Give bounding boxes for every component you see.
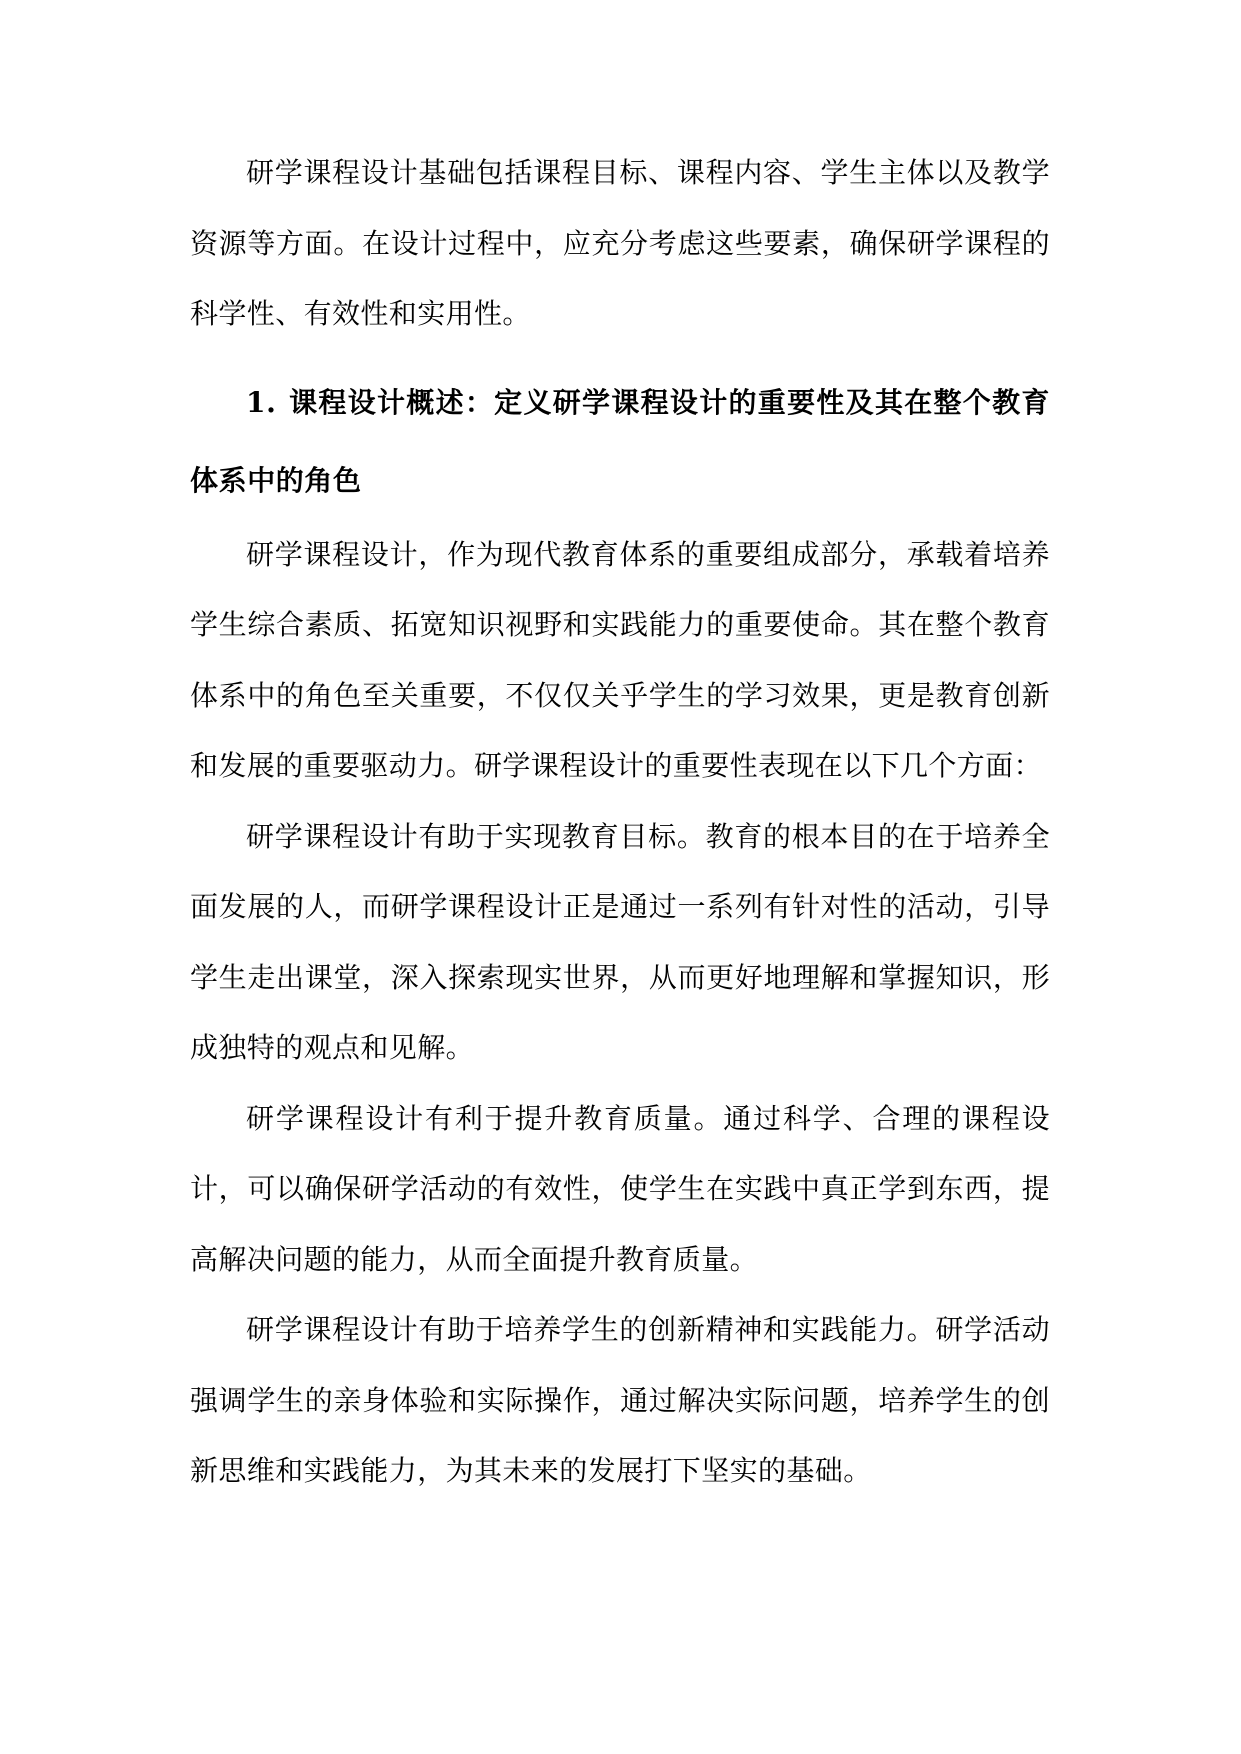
body-paragraph-2: 研学课程设计有助于实现教育目标。教育的根本目的在于培养全面发展的人，而研学课程设计正是通过一系列有针对性的活动，引导学生走出课堂，深入探索现实世界，从而更好地理解和掌握知识，形成独特的观点和见解。 bbox=[190, 819, 1050, 1064]
document-body bbox=[190, 138, 1050, 1507]
section-heading bbox=[190, 364, 1050, 520]
section-title: 课程设计概述：定义研学课程设计的重要性及其在整个教育体系中的角色 bbox=[190, 385, 1050, 497]
body-paragraph-4: 研学课程设计有助于培养学生的创新精神和实践能力。研学活动强调学生的亲身体验和实际操作，通过解决实际问题，培养学生的创新思维和实践能力，为其未来的发展打下坚实的基础。 bbox=[190, 1313, 1050, 1487]
body-paragraph-3: 研学课程设计有利于提升教育质量。通过科学、合理的课程设计，可以确保研学活动的有效性，使学生在实践中真正学到东西，提高解决问题的能力，从而全面提升教育质量。 bbox=[190, 1101, 1050, 1276]
section-number: 1. bbox=[246, 385, 277, 419]
body-paragraph-1: 研学课程设计，作为现代教育体系的重要组成部分，承载着培养学生综合素质、拓宽知识视野和实践能力的重要使命。其在整个教育体系中的角色至关重要，不仅仅关乎学生的学习效果，更是教育创新和发展的重要驱动力。研学课程设计的重要性表现在以下几个方面： bbox=[190, 537, 1050, 782]
intro-paragraph: 研学课程设计基础包括课程目标、课程内容、学生主体以及教学资源等方面。在设计过程中，应充分考虑这些要素，确保研学课程的科学性、有效性和实用性。 bbox=[190, 156, 1050, 330]
